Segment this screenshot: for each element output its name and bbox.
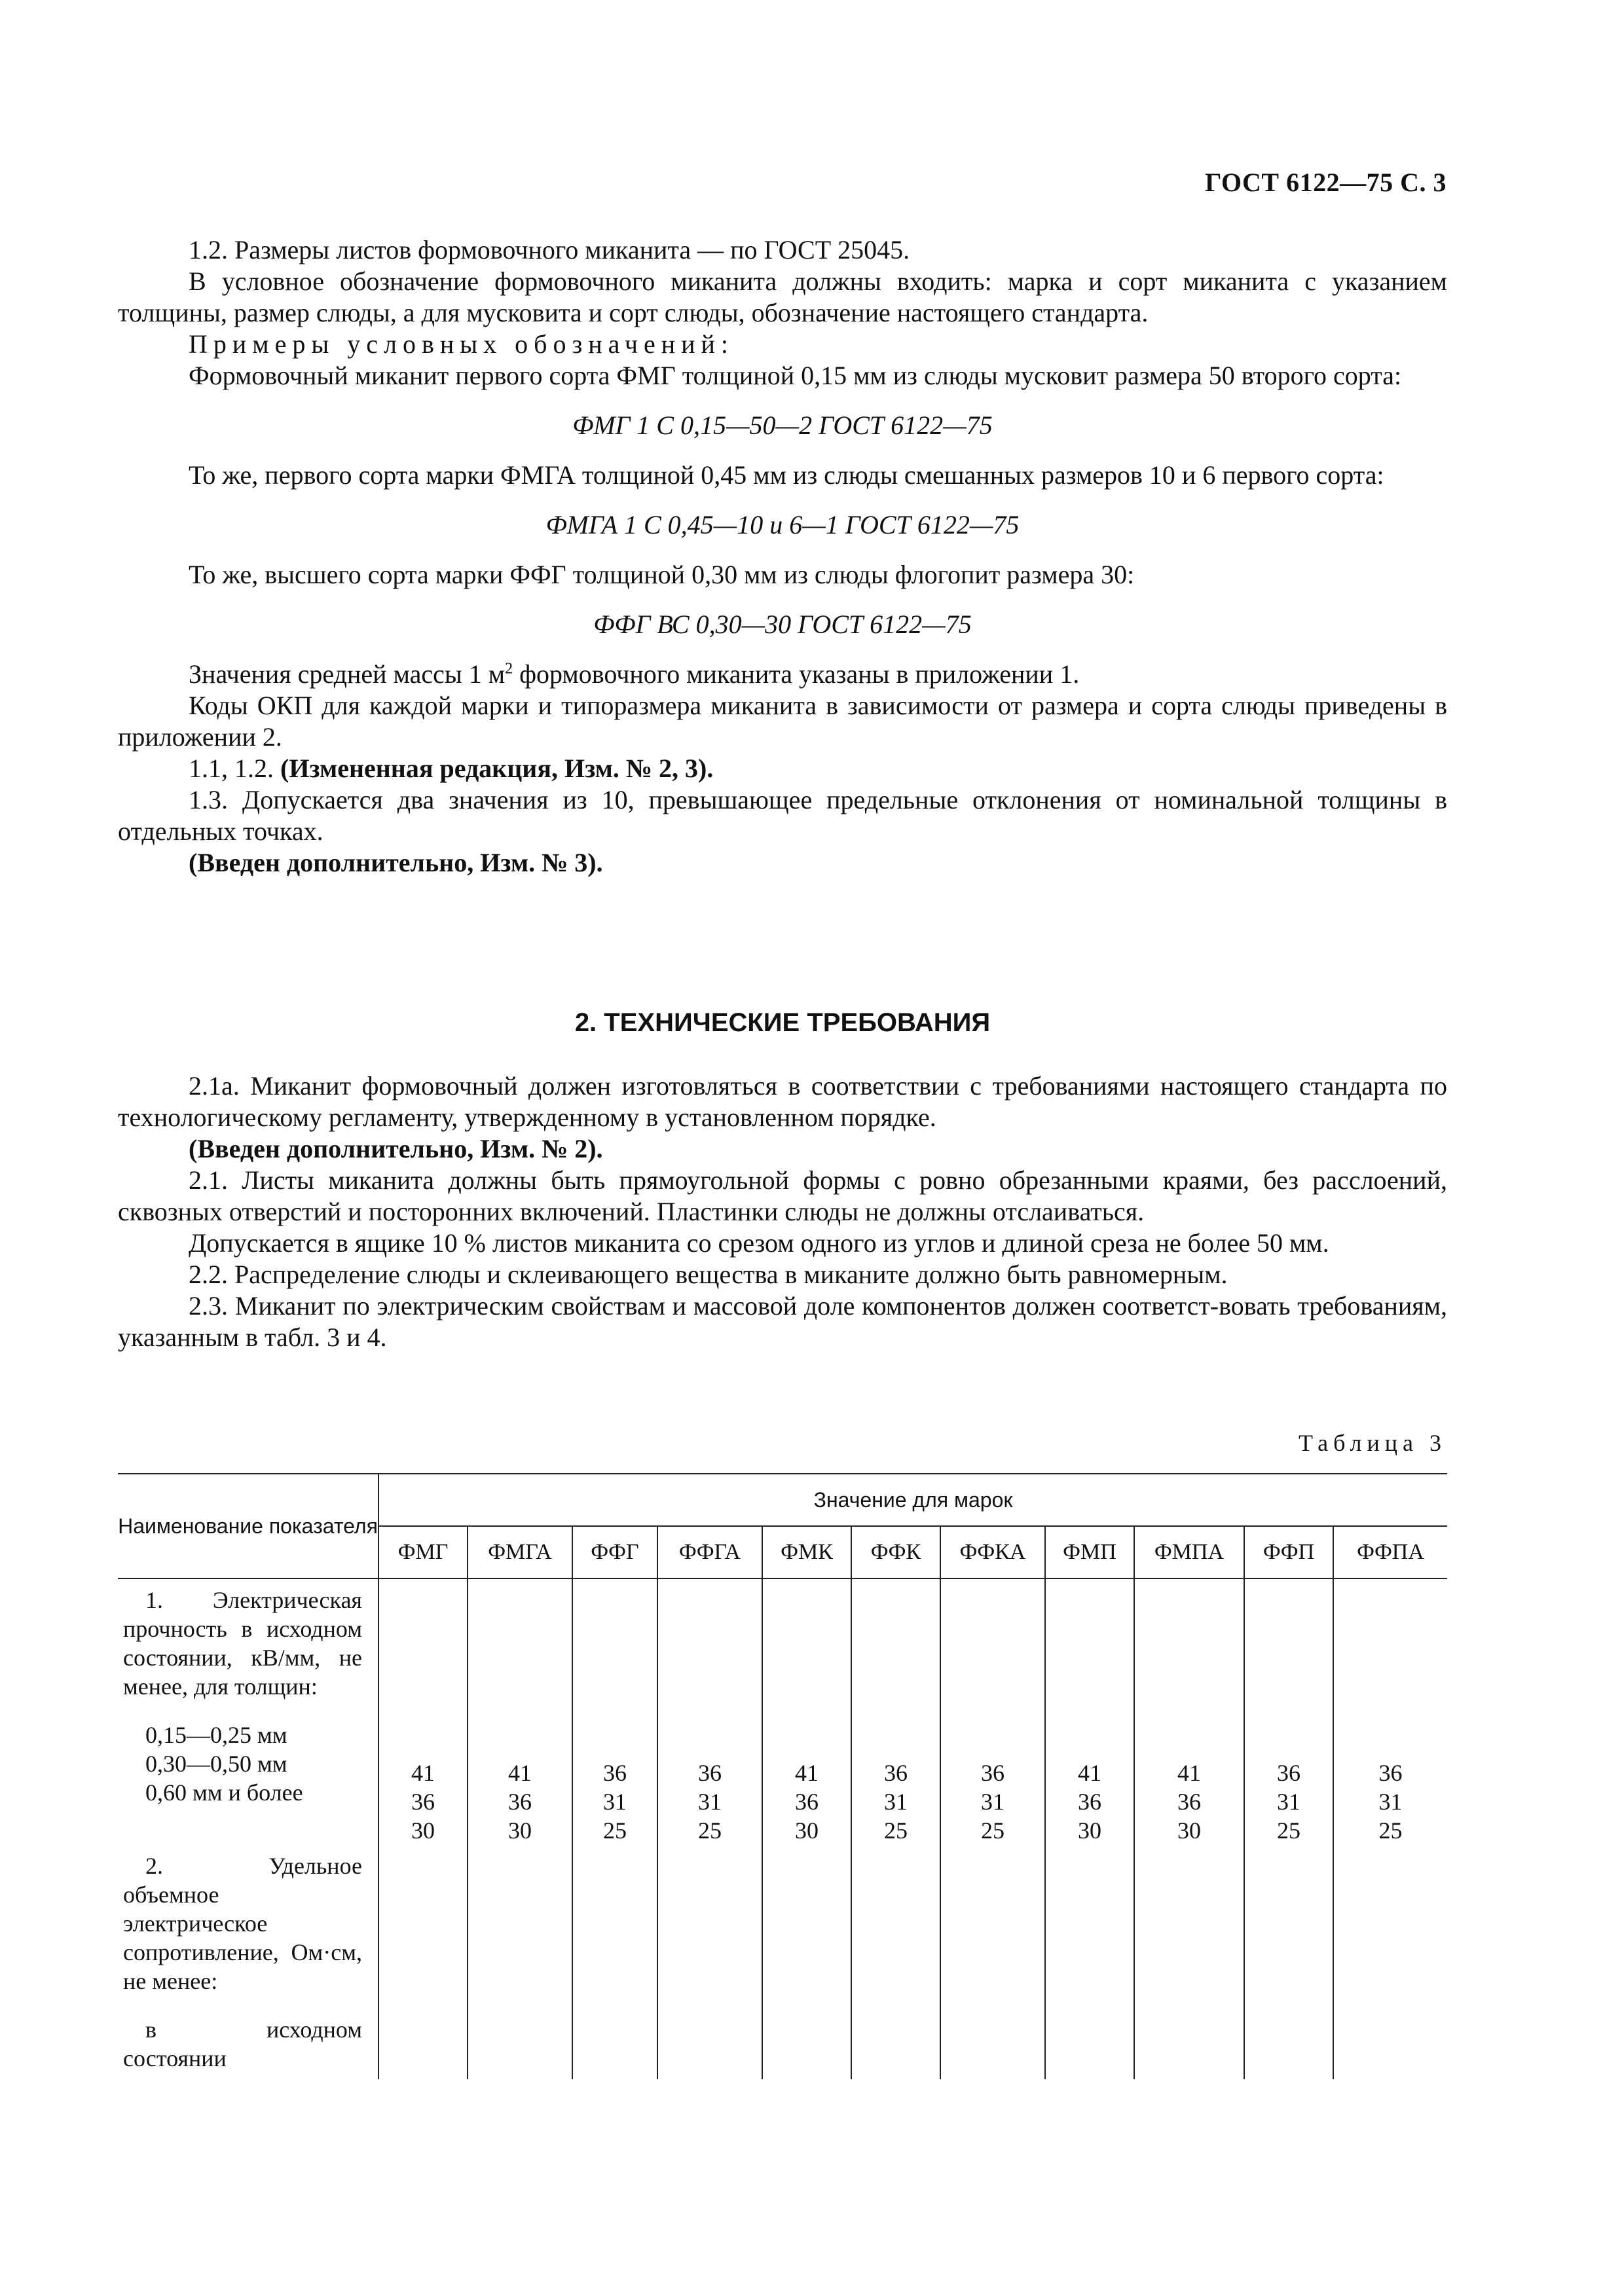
body-text-section-2	[118, 1070, 1447, 1353]
value: 41	[508, 1760, 532, 1786]
value: 36	[981, 1760, 1005, 1786]
value: 25	[981, 1817, 1005, 1844]
indicator-title: 2. Удельное объемное электрическое сопротивление, Ом·см, не менее:	[123, 1853, 362, 1994]
value: 41	[411, 1760, 435, 1786]
column-header: ФМПА	[1134, 1526, 1244, 1578]
value: 30	[1177, 1817, 1201, 1844]
designation-example: ФФГ ВС 0,30—30 ГОСТ 6122—75	[593, 610, 972, 639]
value: 36	[884, 1760, 908, 1786]
column-header: ФМК	[762, 1526, 851, 1578]
mass-text: Значения средней массы 1 м	[189, 659, 506, 689]
header-brand-values: Значение для марок	[378, 1474, 1447, 1526]
value-cell	[1244, 1845, 1333, 2079]
value-cell	[657, 1845, 762, 2079]
row-label	[118, 1578, 378, 1845]
value-cell	[762, 1845, 851, 2079]
value: 41	[795, 1760, 819, 1786]
examples-heading: Примеры условных обозначений:	[189, 329, 735, 359]
value: 25	[603, 1817, 627, 1844]
table-caption: Таблица 3	[1299, 1430, 1447, 1456]
value: 25	[1378, 1817, 1403, 1844]
paragraph: 1.3. Допускается два значения из 10, превышающее предельные отклонения от номинальной толщины в отдельных точках.	[118, 785, 1447, 846]
properties-table	[118, 1473, 1447, 2079]
column-header: ФФГ	[572, 1526, 657, 1578]
value: 25	[1277, 1817, 1300, 1844]
amendment-note: (Введен дополнительно, Изм. № 2).	[189, 1134, 603, 1163]
paragraph: 1.2. Размеры листов формовочного миканита — по ГОСТ 25045.	[189, 235, 910, 264]
column-header: ФМГА	[468, 1526, 572, 1578]
value: 31	[603, 1789, 627, 1815]
value-cell	[940, 1578, 1045, 1845]
column-header: ФФП	[1244, 1526, 1333, 1578]
value: 36	[411, 1789, 435, 1815]
thickness-range: 0,15—0,25 мм	[145, 1722, 287, 1748]
amendment-note: (Введен дополнительно, Изм. № 3).	[189, 848, 603, 877]
paragraph: 2.1а. Миканит формовочный должен изготовляться в соответствии с требованиями настоящего стандарта по технологическому регламенту, утвержденному в установленном порядке.	[118, 1071, 1447, 1132]
paragraph: 2.3. Миканит по электрическим свойствам и массовой доле компонентов должен соответст-вовать требованиям, указанным в табл. 3 и 4.	[118, 1291, 1447, 1352]
value: 25	[884, 1817, 908, 1844]
mass-text-end: формовочного миканита указаны в приложении 1.	[513, 659, 1080, 689]
value: 36	[1078, 1789, 1101, 1815]
value: 36	[508, 1789, 532, 1815]
paragraph: 2.1. Листы миканита должны быть прямоугольной формы с ровно обрезанными краями, без расслоений, сквозных отверстий и посторонних включений. Пластинки слюды не должны отслаиваться.	[118, 1165, 1447, 1226]
indicator-title: 1. Электрическая прочность в исходном состоянии, кВ/мм, не менее, для толщин:	[123, 1587, 362, 1700]
value: 36	[698, 1760, 722, 1786]
value-cell	[940, 1845, 1045, 2079]
paragraph	[118, 659, 1447, 690]
body-text-section-1	[118, 234, 1447, 879]
value-cell	[1045, 1845, 1134, 2079]
paragraph: В условное обозначение формовочного миканита должны входить: марка и сорт миканита с указанием толщины, размер слюды, а для мусковита и сорт слюды, обозначение настоящего стандарта.	[118, 266, 1447, 327]
paragraph: То же, высшего сорта марки ФФГ толщиной 0,30 мм из слюды флогопит размера 30:	[189, 560, 1135, 589]
value: 30	[795, 1817, 819, 1844]
column-header: ФФПА	[1333, 1526, 1447, 1578]
thickness-range: 0,60 мм и более	[145, 1779, 303, 1806]
value: 36	[1378, 1760, 1403, 1786]
value-cell	[851, 1845, 940, 2079]
value-cell	[851, 1578, 940, 1845]
value-cell	[468, 1578, 572, 1845]
value: 31	[884, 1789, 908, 1815]
value-cell	[468, 1845, 572, 2079]
value: 30	[411, 1817, 435, 1844]
table-row	[118, 1578, 1447, 1845]
value-cell	[1134, 1578, 1244, 1845]
column-header: ФМП	[1045, 1526, 1134, 1578]
column-header: ФФК	[851, 1526, 940, 1578]
value: 25	[698, 1817, 722, 1844]
value-cell	[1333, 1578, 1447, 1845]
value-cell	[1045, 1578, 1134, 1845]
clause-ref: 1.1, 1.2.	[189, 754, 280, 783]
value: 31	[981, 1789, 1005, 1815]
value-cell	[1333, 1845, 1447, 2079]
header-indicator-name: Наименование показателя	[118, 1474, 378, 1578]
column-header: ФФКА	[940, 1526, 1045, 1578]
column-header: ФМГ	[378, 1526, 468, 1578]
value-cell	[657, 1578, 762, 1845]
thickness-range: 0,30—0,50 мм	[145, 1751, 287, 1777]
row-label	[118, 1845, 378, 2079]
value: 41	[1177, 1760, 1201, 1786]
paragraph: Формовочный миканит первого сорта ФМГ толщиной 0,15 мм из слюды мусковит размера 50 второго сорта:	[189, 361, 1402, 390]
designation-example: ФМГ 1 С 0,15—50—2 ГОСТ 6122—75	[572, 410, 993, 440]
paragraph: То же, первого сорта марки ФМГА толщиной 0,45 мм из слюды смешанных размеров 10 и 6 первого сорта:	[189, 460, 1384, 490]
superscript: 2	[505, 660, 513, 678]
value-cell	[1244, 1578, 1333, 1845]
value-cell	[762, 1578, 851, 1845]
section-title: 2. ТЕХНИЧЕСКИЕ ТРЕБОВАНИЯ	[574, 1008, 991, 1037]
table-row	[118, 1845, 1447, 2079]
table-3	[118, 1473, 1447, 2079]
value: 30	[508, 1817, 532, 1844]
value: 36	[795, 1789, 819, 1815]
value-cell	[572, 1845, 657, 2079]
condition-label: в исходном состоянии	[123, 2016, 362, 2071]
amendment-note	[118, 753, 1447, 784]
page-header: ГОСТ 6122—75 С. 3	[1204, 168, 1447, 197]
value: 30	[1078, 1817, 1101, 1844]
amendment-label: (Измененная редакция, Изм. № 2, 3).	[280, 754, 714, 783]
value-cell	[572, 1578, 657, 1845]
value: 31	[698, 1789, 722, 1815]
value: 31	[1277, 1789, 1300, 1815]
value: 36	[603, 1760, 627, 1786]
value: 36	[1177, 1789, 1201, 1815]
value: 31	[1378, 1789, 1403, 1815]
value: 41	[1078, 1760, 1101, 1786]
designation-example: ФМГА 1 С 0,45—10 и 6—1 ГОСТ 6122—75	[545, 510, 1020, 539]
value-cell	[378, 1578, 468, 1845]
value: 36	[1277, 1760, 1300, 1786]
value-cell	[378, 1845, 468, 2079]
paragraph: Допускается в ящике 10 % листов миканита со срезом одного из углов и длиной среза не более 50 мм.	[189, 1228, 1329, 1258]
value-cell	[1134, 1845, 1244, 2079]
paragraph: 2.2. Распределение слюды и склеивающего вещества в миканите должно быть равномерным.	[189, 1260, 1228, 1289]
column-header: ФФГА	[657, 1526, 762, 1578]
paragraph: Коды ОКП для каждой марки и типоразмера миканита в зависимости от размера и сорта слюды приведены в приложении 2.	[118, 691, 1447, 752]
